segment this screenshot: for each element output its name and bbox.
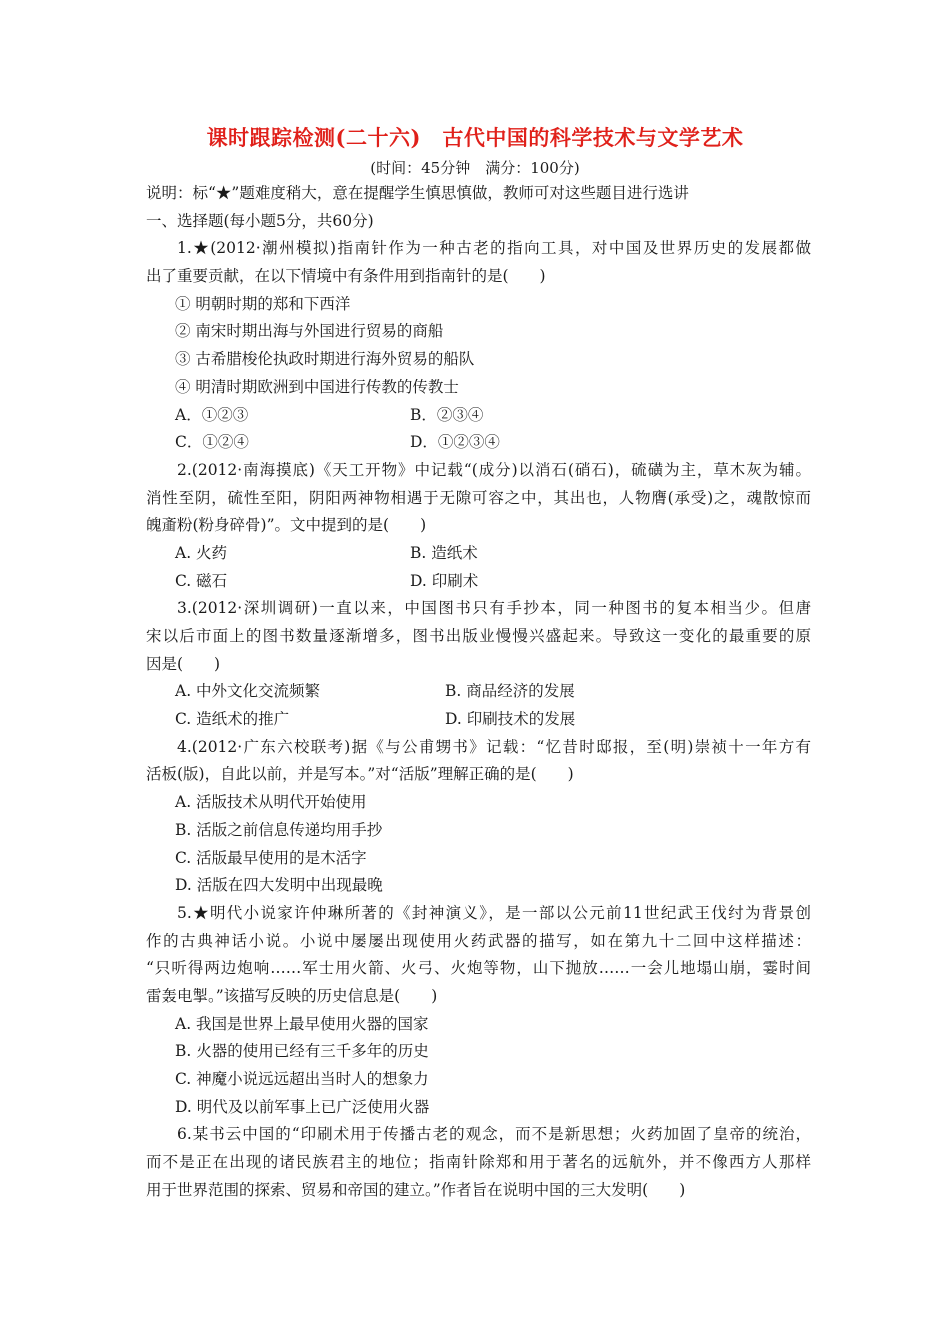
question-6 xyxy=(146,1121,811,1204)
question-5 xyxy=(146,900,811,1122)
section-heading: 一、选择题(每小题5分，共60分) xyxy=(146,211,374,230)
exam-time-score: (时间：45分钟 满分：100分) xyxy=(370,159,580,177)
question-text-line: 6.某书云中国的“印刷术用于传播古老的观念，而不是新思想；火药加固了皇帝的统治， xyxy=(177,1125,811,1144)
option-a: A. 中外文化交流频繁 xyxy=(175,682,321,701)
option-a: A. 活版技术从明代开始使用 xyxy=(175,793,367,812)
option-d: D. 印刷技术的发展 xyxy=(445,710,576,729)
option-d: D．①②③④ xyxy=(410,433,500,452)
question-text-line: 消性至阴，硫性至阳，阴阳两神物相遇于无隙可容之中，其出也，人物膺(承受)之，魂散惊而 xyxy=(146,488,811,507)
question-4 xyxy=(146,734,811,900)
option-b: B. 火器的使用已经有三千多年的历史 xyxy=(175,1042,429,1061)
option-row xyxy=(146,402,811,430)
option-d: D. 印刷术 xyxy=(410,571,479,590)
option-c: C. 磁石 xyxy=(175,571,228,590)
question-text-line: 2.(2012·南海摸底)《天工开物》中记载“(成分)以消石(硝石)，硫磺为主，草木灰为辅。 xyxy=(177,460,811,479)
question-2 xyxy=(146,457,811,595)
question-item: ② 南宋时期出海与外国进行贸易的商船 xyxy=(175,322,444,341)
option-a: A. 火药 xyxy=(175,543,228,562)
option-b: B. 活版之前信息传递均用手抄 xyxy=(175,820,383,839)
question-text-line: 用于世界范围的探索、贸易和帝国的建立。”作者旨在说明中国的三大发明( ) xyxy=(146,1180,686,1199)
question-text-line: 5.★明代小说家许仲琳所著的《封神演义》，是一部以公元前11世纪武王伐纣为背景创 xyxy=(177,903,811,922)
question-text-line: 魄齑粉(粉身碎骨)”。文中提到的是( ) xyxy=(146,516,427,535)
question-3 xyxy=(146,595,811,733)
option-row xyxy=(146,540,811,568)
option-b: B．②③④ xyxy=(410,405,484,424)
option-row xyxy=(146,429,811,457)
document-body xyxy=(146,180,811,1204)
option-d: D. 明代及以前军事上已广泛使用火器 xyxy=(175,1097,430,1116)
question-item: ③ 古希腊梭伦执政时期进行海外贸易的船队 xyxy=(175,350,475,369)
option-row xyxy=(146,568,811,596)
question-text-line: 1.★(2012·潮州模拟)指南针作为一种古老的指向工具，对中国及世界历史的发展都做 xyxy=(177,239,811,258)
question-item: ① 明朝时期的郑和下西洋 xyxy=(175,294,351,313)
question-text-line: 3.(2012·深圳调研)一直以来，中国图书只有手抄本，同一种图书的复本相当少。但唐 xyxy=(177,599,811,618)
option-a: A. 我国是世界上最早使用火器的国家 xyxy=(175,1014,429,1033)
question-text-line: 活板(版)，自此以前，并是写本。”对“活版”理解正确的是( ) xyxy=(146,765,574,784)
option-c: C. 活版最早使用的是木活字 xyxy=(175,848,367,867)
question-text-line: 雷轰电掣。”该描写反映的历史信息是( ) xyxy=(146,986,438,1005)
option-row xyxy=(146,706,811,734)
option-c: C．①②④ xyxy=(175,433,249,452)
option-c: C. 神魔小说远远超出当时人的想象力 xyxy=(175,1070,429,1088)
option-row xyxy=(146,678,811,706)
option-c: C. 造纸术的推广 xyxy=(175,710,290,729)
question-1 xyxy=(146,235,811,457)
question-text-line: 出了重要贡献，在以下情境中有条件用到指南针的是( ) xyxy=(146,267,546,286)
option-b: B. 造纸术 xyxy=(410,543,478,562)
question-text-line: “只听得两边炮响……军士用火箭、火弓、火炮等物，山下抛放……一会儿地塌山崩，霎时间 xyxy=(146,959,811,978)
option-a: A．①②③ xyxy=(175,405,249,424)
question-text-line: 作的古典神话小说。小说中屡屡出现使用火药武器的描写，如在第九十二回中这样描述： xyxy=(146,931,811,950)
instruction-note: 说明：标“★”题难度稍大，意在提醒学生慎思慎做，教师可对这些题目进行选讲 xyxy=(146,184,689,202)
question-text-line: 4.(2012·广东六校联考)据《与公甫甥书》记载：“忆昔时邸报，至(明)崇祯十一年方有 xyxy=(177,737,811,756)
question-text-line: 宋以后市面上的图书数量逐渐增多，图书出版业慢慢兴盛起来。导致这一变化的最重要的原 xyxy=(146,627,811,645)
question-text-line: 而不是正在出现的诸民族君主的地位；指南针除郑和用于著名的远航外，并不像西方人那样 xyxy=(146,1153,811,1172)
question-item: ④ 明清时期欧洲到中国进行传教的传教士 xyxy=(175,377,459,396)
page-title: 课时跟踪检测(二十六) 古代中国的科学技术与文学艺术 xyxy=(206,125,744,150)
question-text-line: 因是( ) xyxy=(146,654,221,673)
option-d: D. 活版在四大发明中出现最晚 xyxy=(175,876,383,895)
option-b: B. 商品经济的发展 xyxy=(445,682,575,701)
